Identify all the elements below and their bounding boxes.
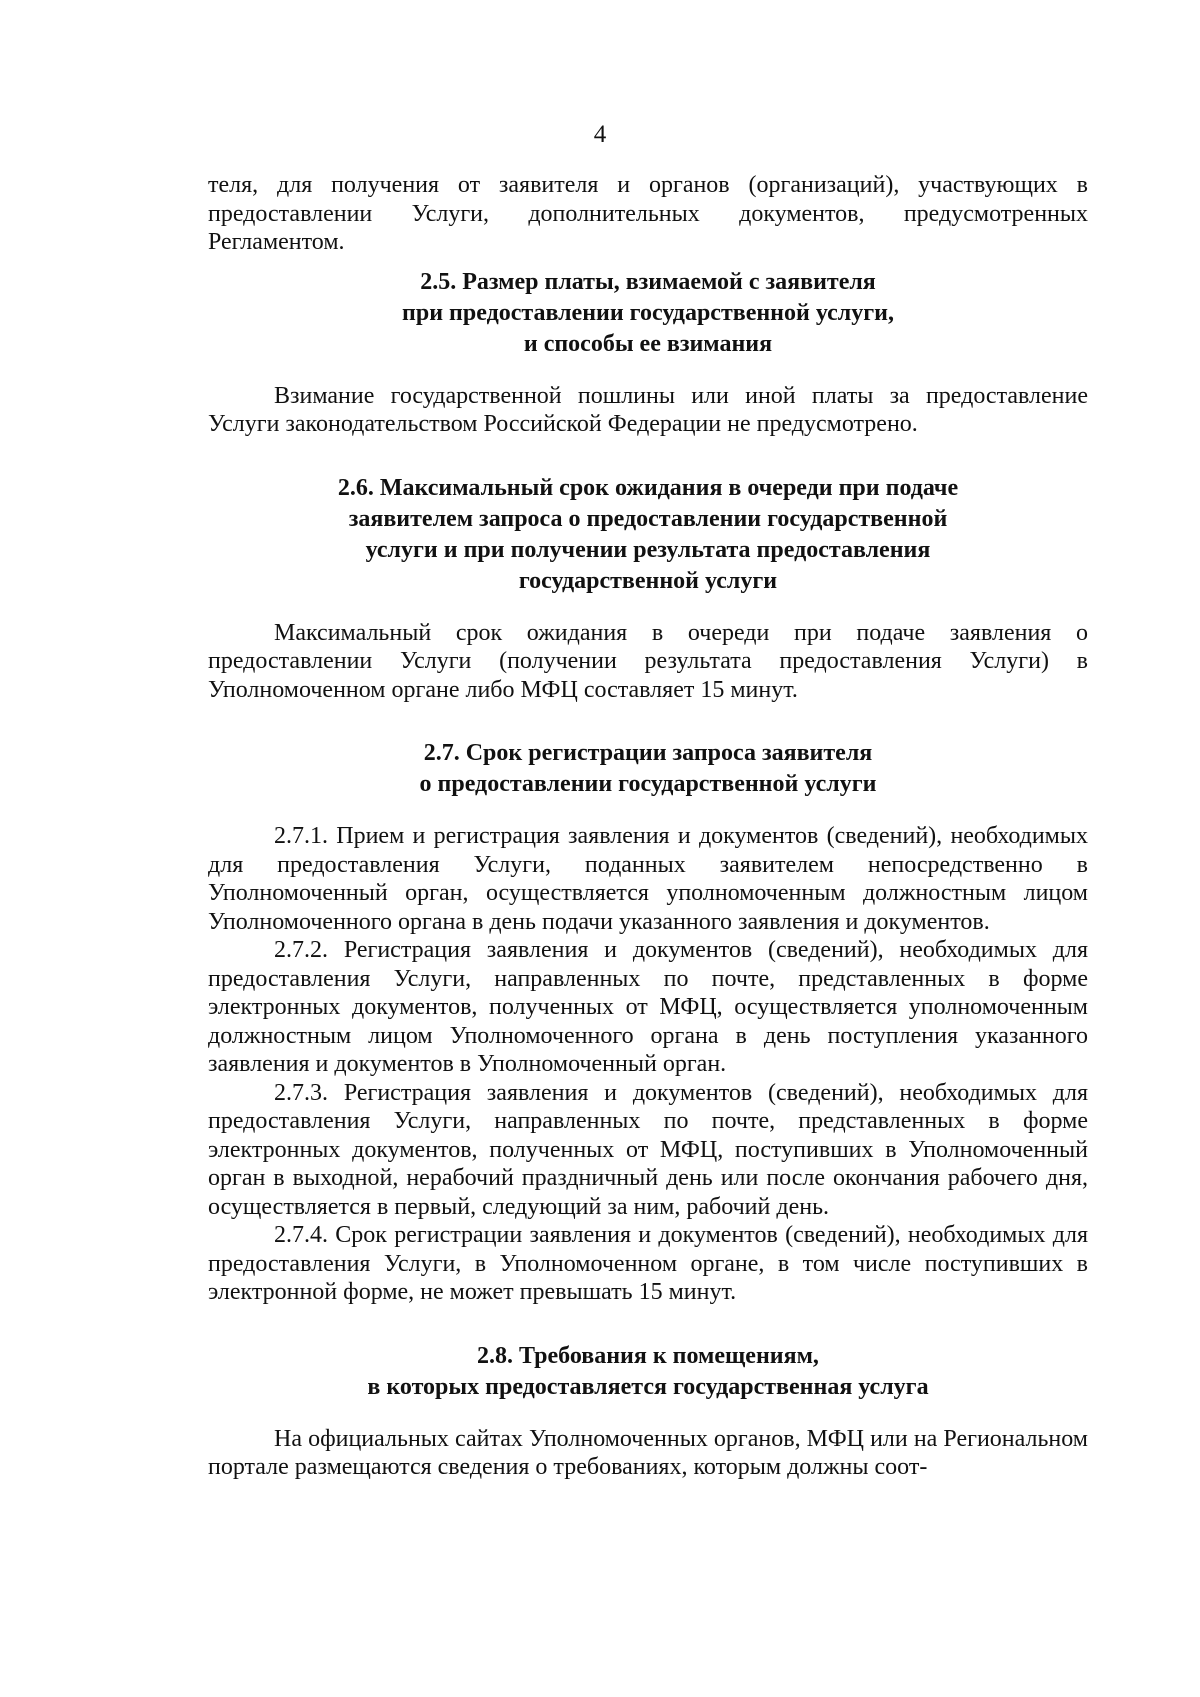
section-heading-2-8-line-1: 2.8. Требования к помещениям, xyxy=(477,1342,819,1369)
section-heading-2-7-line-1: 2.7. Срок регистрации запроса заявителя xyxy=(423,740,873,766)
section-2-5 xyxy=(208,267,1088,439)
section-2-6 xyxy=(208,473,1088,705)
section-heading-2-7-line-2: о предоставлении государственной услуги xyxy=(419,771,877,797)
section-2-8 xyxy=(208,1341,1088,1482)
section-paragraph-2-7-2: 2.7.2. Регистрация заявления и документов (сведений), необходимых для предоставления Услуги, направленных по почте, представленных в форме электронных документов, полученных от МФЦ, осуществляется уполномоченным должностным лицом Уполномоченного органа в день поступления указанного заявления и документов в Уполномоченный орган. xyxy=(208,937,1088,1077)
section-heading-2-5-line-2: при предоставлении государственной услуги, xyxy=(402,299,894,326)
section-heading-2-5-line-1: 2.5. Размер платы, взимаемой с заявителя xyxy=(420,268,876,295)
section-paragraph-2-5: Взимание государственной пошлины или иной платы за предоставление Услуги законодательством Российской Федерации не предусмотрено. xyxy=(208,382,1088,437)
section-heading-2-5-line-3: и способы ее взимания xyxy=(523,330,773,357)
continuation-paragraph: теля, для получения от заявителя и органов (организаций), участвующих в предоставлении Услуги, дополнительных документов, предусмотренных Регламентом. xyxy=(208,172,1088,255)
section-heading-2-6-line-1: 2.6. Максимальный срок ожидания в очереди при подаче xyxy=(337,474,959,501)
section-heading-2-8-line-2: в которых предоставляется государственная услуга xyxy=(367,1373,929,1400)
section-paragraph-2-8: На официальных сайтах Уполномоченных органов, МФЦ или на Региональном портале размещаются сведения о требованиях, которым должны соот- xyxy=(208,1425,1088,1480)
document-body xyxy=(208,171,1088,1482)
section-heading-2-6-line-3: услуги и при получении результата предоставления xyxy=(365,536,931,563)
section-paragraph-2-7-4: 2.7.4. Срок регистрации заявления и документов (сведений), необходимых для предоставления Услуги, в Уполномоченном органе, в том числе поступивших в электронной форме, не может превышать 15 минут. xyxy=(208,1222,1088,1305)
section-paragraph-2-7-1: 2.7.1. Прием и регистрация заявления и документов (сведений), необходимых для предоставления Услуги, поданных заявителем непосредственно в Уполномоченный орган, осуществляется уполномоченным должностным лицом Уполномоченного органа в день подачи указанного заявления и документов. xyxy=(208,823,1088,935)
section-heading-2-6-line-2: заявителем запроса о предоставлении государственной xyxy=(348,505,948,532)
section-2-7 xyxy=(208,738,1088,1307)
page-number: 4 xyxy=(593,121,607,148)
section-paragraph-2-6: Максимальный срок ожидания в очереди при подаче заявления о предоставлении Услуги (получении результата предоставления Услуги) в Уполномоченном органе либо МФЦ составляет 15 минут. xyxy=(208,619,1088,703)
section-heading-2-6-line-4: государственной услуги xyxy=(518,567,778,594)
section-paragraph-2-7-3: 2.7.3. Регистрация заявления и документов (сведений), необходимых для предоставления Услуги, направленных по почте, представленных в форме электронных документов, полученных от МФЦ, поступивших в Уполномоченный орган в выходной, нерабочий праздничный день или после окончания рабочего дня, осуществляется в первый, следующий за ним, рабочий день. xyxy=(208,1079,1088,1220)
